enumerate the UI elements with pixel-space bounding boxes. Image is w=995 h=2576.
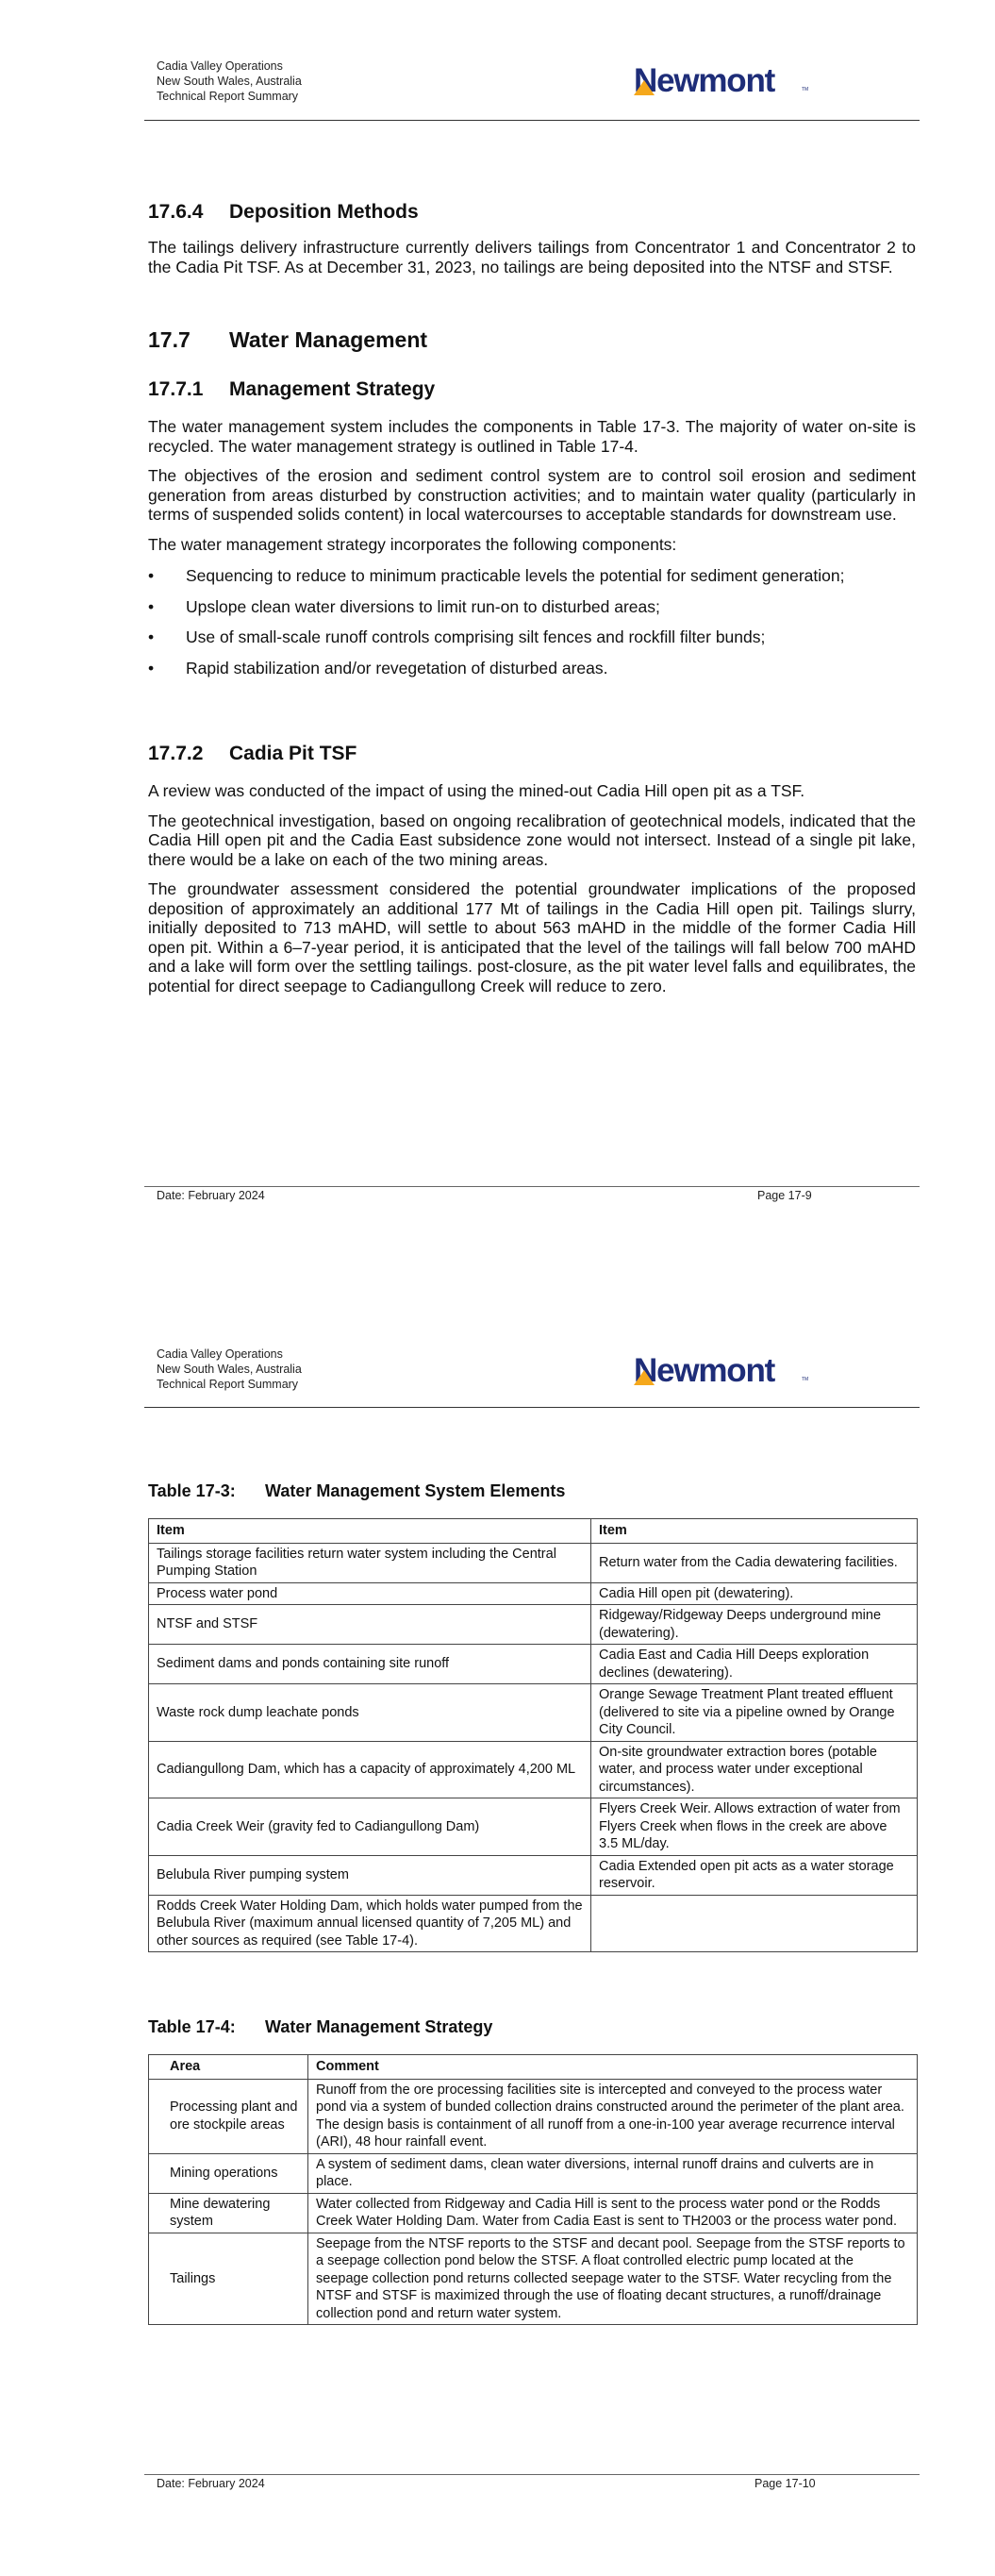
bullet-icon: • xyxy=(148,627,155,646)
footer-divider xyxy=(144,1186,920,1187)
table-17-4-section xyxy=(148,2017,916,2325)
table-header-row xyxy=(149,2055,918,2080)
bullet-icon: • xyxy=(148,658,155,677)
header-line-1: Cadia Valley Operations xyxy=(157,59,283,73)
table-row: Processing plant and ore stockpile areas Runoff from the ore processing facilities site is intercepted and conveyed to the process water pond via a system of bunded collection drains constructed around the perimeter of the plant area. The design basis is containment of all runoff from a one-in-100 year average recurrence interval (ARI), 48 hour rainfall event. xyxy=(149,2079,918,2153)
header-line-1: Cadia Valley Operations xyxy=(157,1347,283,1361)
table-row: NTSF and STSF Ridgeway/Ridgeway Deeps underground mine (dewatering). xyxy=(149,1605,918,1645)
footer-date: Date: February 2024 xyxy=(157,2477,265,2490)
footer-divider xyxy=(144,2474,920,2475)
table-row: Tailings Seepage from the NTSF reports to the STSF and decant pool. Seepage from the STSF reports to a seepage collection pond below the STSF. A float controlled electric pump located at the seepage collection pond returns collected seepage water to the STSF. Water recycling from the NTSF and STSF is maximized through the use of floating decant structures, a runoff/drainage collection pond and return water system. xyxy=(149,2233,918,2325)
footer-page-number: Page 17-9 xyxy=(757,1189,812,1202)
list-item: • Sequencing to reduce to minimum practicable levels the potential for sediment generation; xyxy=(148,566,845,585)
table-caption: Table 17-4: Water Management Strategy xyxy=(148,2017,493,2036)
document-header xyxy=(157,59,302,104)
logo-trademark: TM xyxy=(802,1377,809,1382)
paragraph: The tailings delivery infrastructure currently delivers tailings from Concentrator 1 and Concentrator 2 to the Cadia Pit TSF. As at December 31, 2023, no tailings are being deposited into the NTSF and STSF. xyxy=(148,238,916,276)
table-row: Tailings storage facilities return water system including the Central Pumping Station Return water from the Cadia dewatering facilities. xyxy=(149,1543,918,1582)
footer-page-number: Page 17-10 xyxy=(755,2477,816,2490)
table-row: Cadia Creek Weir (gravity fed to Cadiangullong Dam) Flyers Creek Weir. Allows extraction of water from Flyers Creek when flows in the creek are above 3.5 ML/day. xyxy=(149,1798,918,1856)
section-17-7-2 xyxy=(148,742,916,995)
table-row: Waste rock dump leachate ponds Orange Sewage Treatment Plant treated effluent (delivered to site via a pipeline owned by Orange City Council. xyxy=(149,1684,918,1742)
column-header: Item xyxy=(149,1519,591,1544)
list-item: • Rapid stabilization and/or revegetation of disturbed areas. xyxy=(148,658,608,677)
column-header: Area xyxy=(149,2055,308,2080)
page-17-10 xyxy=(0,1288,995,2576)
newmont-logo xyxy=(634,62,813,100)
section-17-7-1 xyxy=(148,377,916,689)
table-row: Belubula River pumping system Cadia Extended open pit acts as a water storage reservoir. xyxy=(149,1855,918,1895)
header-line-2: New South Wales, Australia xyxy=(157,75,302,88)
bullet-icon: • xyxy=(148,566,155,585)
logo-trademark: TM xyxy=(802,87,809,92)
table-row: Cadiangullong Dam, which has a capacity of approximately 4,200 ML On-site groundwater extraction bores (potable water, and process water under exceptional circumstances). xyxy=(149,1741,918,1798)
paragraph: A review was conducted of the impact of using the mined-out Cadia Hill open pit as a TSF. xyxy=(148,781,805,800)
header-line-2: New South Wales, Australia xyxy=(157,1363,302,1376)
table-row: Mining operations A system of sediment dams, clean water diversions, internal runoff drains and culverts are in place. xyxy=(149,2153,918,2193)
table-row: Rodds Creek Water Holding Dam, which holds water pumped from the Belubula River (maximum annual licensed quantity of 7,205 ML) and other sources as required (see Table 17-4). xyxy=(149,1895,918,1952)
section-heading: 17.7.1 Management Strategy xyxy=(148,378,436,400)
table-row: Process water pond Cadia Hill open pit (dewatering). xyxy=(149,1582,918,1605)
table-header-row xyxy=(149,1519,918,1544)
logo-wordmark: Newmont xyxy=(634,1352,775,1389)
paragraph: The water management strategy incorporates the following components: xyxy=(148,534,677,554)
list-item: • Use of small-scale runoff controls comprising silt fences and rockfill filter bunds; xyxy=(148,627,766,646)
document-header xyxy=(157,1347,302,1392)
paragraph: The objectives of the erosion and sediment control system are to control soil erosion and sediment generation from areas disturbed by construction activities; and to maintain water quality (particularly in terms of suspended solids content) in local watercourses to acceptable standards for downstream use. xyxy=(148,466,916,524)
section-heading: 17.6.4 Deposition Methods xyxy=(148,201,419,223)
newmont-logo xyxy=(634,1352,813,1390)
column-header: Item xyxy=(591,1519,918,1544)
table-row: Sediment dams and ponds containing site runoff Cadia East and Cadia Hill Deeps exploration declines (dewatering). xyxy=(149,1645,918,1684)
header-line-3: Technical Report Summary xyxy=(157,90,299,103)
bullet-list xyxy=(148,566,916,677)
header-line-3: Technical Report Summary xyxy=(157,1378,299,1391)
header-divider xyxy=(144,120,920,121)
bullet-icon: • xyxy=(148,596,155,616)
logo-triangle-icon xyxy=(634,80,655,95)
section-17-7 xyxy=(148,326,916,353)
paragraph: The water management system includes the components in Table 17-3. The majority of water on-site is recycled. The water management strategy is outlined in Table 17-4. xyxy=(148,417,916,456)
water-management-strategy-table xyxy=(148,2054,918,2325)
paragraph: The groundwater assessment considered the potential groundwater implications of the proposed deposition of approximately an additional 177 Mt of tailings in the Cadia Hill open pit. Tailings slurry, initially deposited to 713 mAHD, will settle to about 563 mAHD in the middle of the former Cadia Hill open pit. Within a 6–7-year period, it is anticipated that the level of the tailings will fall below 700 mAHD and a lake will form over the settling tailings. post-closure, as the pit water level falls and equilibrates, the potential for direct seepage to Cadiangullong Creek will reduce to zero. xyxy=(148,879,916,995)
table-17-3-section xyxy=(148,1481,916,1952)
footer-date: Date: February 2024 xyxy=(157,1189,265,1202)
logo-triangle-icon xyxy=(634,1370,655,1385)
logo-wordmark: Newmont xyxy=(634,62,775,99)
column-header: Comment xyxy=(308,2055,918,2080)
table-row: Mine dewatering system Water collected from Ridgeway and Cadia Hill is sent to the process water pond or the Rodds Creek Water Holding Dam. Water from Cadia East is sent to TH2003 or the process water pond. xyxy=(149,2193,918,2233)
section-heading: 17.7 Water Management xyxy=(148,327,428,352)
table-caption: Table 17-3: Water Management System Elements xyxy=(148,1481,566,1500)
section-17-6-4 xyxy=(148,200,916,276)
water-management-elements-table xyxy=(148,1518,918,1952)
paragraph: The geotechnical investigation, based on ongoing recalibration of geotechnical models, indicated that the Cadia Hill open pit and the Cadia East subsidence zone would not intersect. Instead of a single pit lake, there would be a lake on each of the two mining areas. xyxy=(148,811,916,869)
section-heading: 17.7.2 Cadia Pit TSF xyxy=(148,743,357,764)
list-item: • Upslope clean water diversions to limit run-on to disturbed areas; xyxy=(148,596,660,616)
header-divider xyxy=(144,1407,920,1408)
